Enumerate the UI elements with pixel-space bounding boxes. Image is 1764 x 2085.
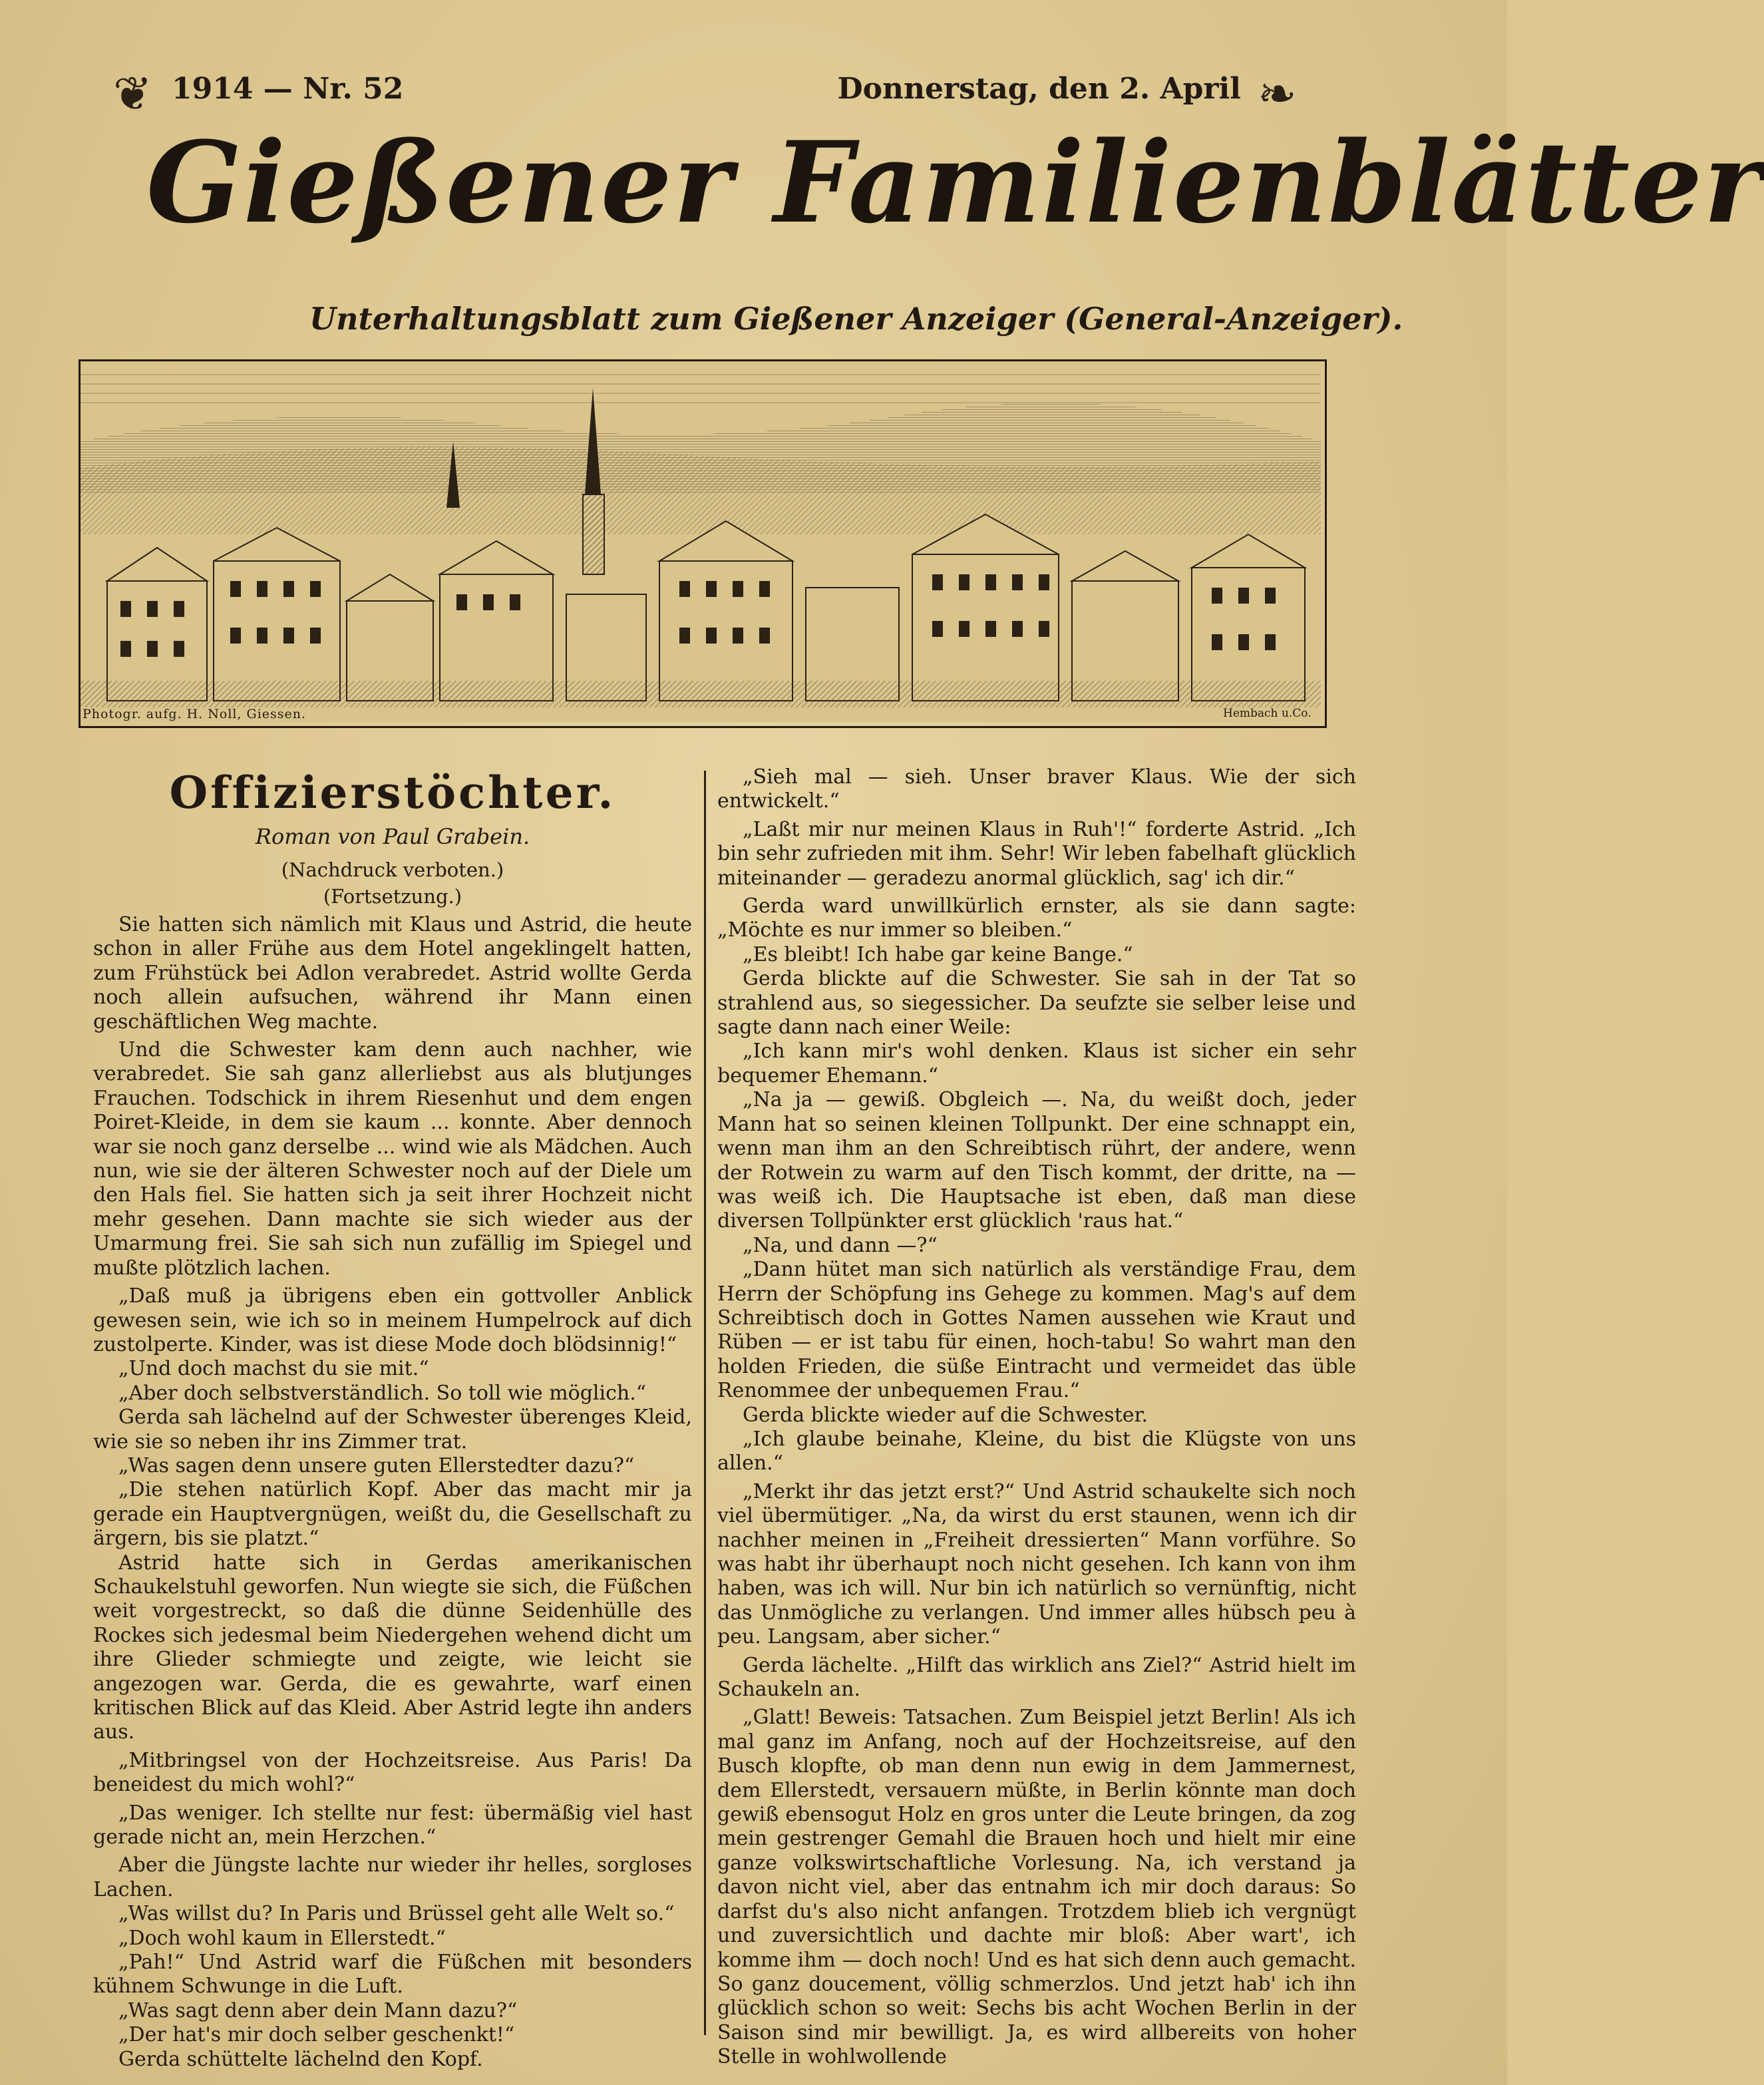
town-engraving-illustration — [79, 359, 1327, 728]
paragraph: „Der hat's mir doch selber geschenkt!“ — [118, 2023, 515, 2047]
paragraph: Sie hatten sich nämlich mit Klaus und Astrid, die heute schon in aller Frühe aus dem Hotel angeklingelt hatten, zum Frühstück bei Adlon verabredet. Astrid wollte Gerda noch allein aufsuchen, während ihr Mann einen geschäftlichen Weg machte. — [93, 913, 692, 1034]
flourish-ornament-left: ❦ — [113, 67, 152, 121]
column-divider — [704, 771, 706, 2035]
paragraph: „Laßt mir nur meinen Klaus in Ruh'!“ forderte Astrid. „Ich bin sehr zufrieden mit ihm. Sehr! Wir leben fabelhaft glücklich miteinander — geradezu anormal glücklich, sag' ich dir.“ — [717, 817, 1356, 890]
paragraph: Und die Schwester kam denn auch nachher, wie verabredet. Sie sah ganz allerliebst aus als blutjunges Frauchen. Todschick in ihrem Riesenhut und dem engen Poiret-Kleide, in dem sie kaum ... konnte. Aber dennoch war sie noch ganz derselbe ... wind wie als Mädchen. Auch nun, wie sie der älteren Schwester noch auf der Diele um den Hals fiel. Sie hatten sich ja seit ihrer Hochzeit nicht mehr gesehen. Dann machte sie sich wieder aus der Umarmung frei. Sie sah sich nun zufällig im Spiegel und mußte plötzlich lachen. — [93, 1038, 692, 1280]
paragraph: „Na ja — gewiß. Obgleich —. Na, du weißt doch, jeder Mann hat so seinen kleinen Tollpunkt. Der eine schnappt ein, wenn man ihm an den Schreibtisch rührt, der andere, wenn der Rotwein zu warm auf den Tisch kommt, der dritte, na — was weiß ich. Die Hauptsache ist eben, daß man diese diversen Tollpünkter erst glücklich 'raus hat.“ — [717, 1088, 1356, 1233]
paragraph: „Ich kann mir's wohl denken. Klaus ist sicher ein sehr bequemer Ehemann.“ — [717, 1040, 1356, 1087]
paragraph: Gerda ward unwillkürlich ernster, als sie dann sagte: „Möchte es nur immer so bleiben.“ — [717, 894, 1356, 942]
paragraph: Gerda lächelte. „Hilft das wirklich ans Ziel?“ Astrid hielt im Schaukeln an. — [717, 1653, 1356, 1702]
paragraph: „Daß muß ja übrigens eben ein gottvoller Anblick gewesen sein, wie ich so in meinem Humpelrock auf dich zustolperte. Kinder, was ist diese Mode doch blödsinnig!“ — [93, 1284, 692, 1356]
paragraph: „Ich glaube beinahe, Kleine, du bist die Klügste von uns allen.“ — [717, 1427, 1356, 1475]
paragraph: „Was sagt denn aber dein Mann dazu?“ — [118, 1998, 518, 2022]
paragraph: „Die stehen natürlich Kopf. Aber das macht mir ja gerade ein Hauptvergnügen, weißt du, die Gesellschaft zu ärgern, bis sie platzt.“ — [93, 1478, 692, 1551]
paragraph: „Na, und dann —?“ — [743, 1233, 938, 1257]
paragraph: „Dann hütet man sich natürlich als verständige Frau, dem Herrn der Schöpfung ins Gehege zu kommen. Mag's auf dem Schreibtisch doch in Gottes Namen aussehen wie Kraut und Rüben — er ist tabu für einen, hoch-tabu! So wahrt man den holden Frieden, die süße Eintracht und vermeidet das üble Renommee der unbequemen Frau.“ — [717, 1258, 1356, 1403]
paragraph: „Es bleibt! Ich habe gar keine Bange.“ — [743, 942, 1133, 966]
paragraph: Gerda blickte auf die Schwester. Sie sah in der Tat so strahlend aus, so siegessicher. Da seufzte sie selber leise und sagte dann nach einer Weile: — [717, 967, 1356, 1040]
paragraph: „Doch wohl kaum in Ellerstedt.“ — [118, 1926, 446, 1950]
issue-date: Donnerstag, den 2. April — [837, 72, 1241, 106]
reprint-notice: (Nachdruck verboten.) — [281, 858, 504, 881]
newspaper-subtitle: Unterhaltungsblatt zum Gießener Anzeiger (General-Anzeiger). — [309, 301, 1403, 337]
issue-number: 1914 — Nr. 52 — [172, 72, 404, 106]
flourish-ornament-right: ❧ — [1258, 67, 1297, 121]
photo-credit: Photogr. aufg. H. Noll, Giessen. — [83, 707, 307, 721]
paragraph: „Pah!“ Und Astrid warf die Füßchen mit besonders kühnem Schwunge in die Luft. — [93, 1951, 692, 1998]
paragraph: „Aber doch selbstverständlich. So toll wie möglich.“ — [118, 1381, 647, 1405]
article-column-right — [717, 765, 1356, 2069]
paragraph: „Glatt! Beweis: Tatsachen. Zum Beispiel jetzt Berlin! Als ich mal ganz im Anfang, noch auf der Hochzeitsreise, auf den Busch klopfte, ob man denn nun ewig in dem Jammernest, dem Ellerstedt, versauern müßte, in Berlin könnte man doch gewiß ebensogut Holz en gros unter die Leute bringen, da zog mein gestrenger Gemahl die Brauen hoch und hielt mir eine ganze volkswirtschaftliche Vorlesung. Na, ich verstand ja davon nicht viel, aber das entnahm ich mir doch daraus: So darfst du's also nicht anfangen. Trotzdem blieb ich vergnügt und zuversichtlich und dachte mir bloß: Aber wart', ich komme ihm — doch noch! Und es hat sich denn auch gemacht. So ganz doucement, völlig schmerzlos. Und jetzt hab' ich ihn glücklich schon so weit: Sechs bis acht Wochen Berlin in der Saison sind mir bewilligt. Ja, es wird allbereits von hoher Stelle in wohlwollende — [717, 1706, 1356, 2069]
paragraph: „Was sagen denn unsere guten Ellerstedter dazu?“ — [118, 1453, 635, 1477]
paragraph: Gerda blickte wieder auf die Schwester. — [743, 1403, 1148, 1427]
paragraph: „Merkt ihr das jetzt erst?“ Und Astrid schaukelte sich noch viel übermütiger. „Na, da wirst du erst staunen, wenn ich dir nachher meinen in „Freiheit dressierten“ Mann vorführe. So was habt ihr überhaupt noch nicht gesehen. Ich kann von ihm haben, was ich will. Nur bin ich natürlich so vernünftig, nicht das Unmögliche zu verlangen. Und immer alles hübsch peu à peu. Langsam, aber sicher.“ — [717, 1479, 1356, 1649]
paragraph: Gerda schüttelte lächelnd den Kopf. — [118, 2047, 483, 2071]
article-column-left — [93, 767, 692, 2071]
paragraph: Aber die Jüngste lachte nur wieder ihr helles, sorgloses Lachen. — [93, 1853, 692, 1901]
engraver-credit: Hembach u.Co. — [1223, 707, 1312, 720]
paragraph: „Und doch machst du sie mit.“ — [118, 1357, 429, 1381]
paragraph: Gerda sah lächelnd auf der Schwester überenges Kleid, wie sie so neben ihr ins Zimmer trat. — [93, 1406, 692, 1453]
article-headline: Offizierstöchter. — [169, 767, 616, 819]
paragraph: „Was willst du? In Paris und Brüssel geht alle Welt so.“ — [118, 1902, 675, 1926]
article-byline: Roman von Paul Grabein. — [255, 824, 530, 849]
paragraph: „Sieh mal — sieh. Unser braver Klaus. Wie der sich entwickelt.“ — [717, 765, 1356, 813]
newspaper-title: Gießener Familienblätter — [146, 116, 1764, 248]
paragraph: „Mitbringsel von der Hochzeitsreise. Aus Paris! Da beneidest du mich wohl?“ — [93, 1748, 692, 1797]
continuation-notice: (Fortsetzung.) — [323, 885, 462, 908]
paragraph: Astrid hatte sich in Gerdas amerikanischen Schaukelstuhl geworfen. Nun wiegte sie sich, die Füßchen weit vorgestreckt, so daß die dünne Seidenhülle des Rockes sich jedesmal beim Niedergehen wehend dicht um ihre Glieder schmiegte und zeigte, wie leicht sie angezogen war. Gerda, die es gewahrte, warf einen kritischen Blick auf das Kleid. Aber Astrid legte ihn anders aus. — [93, 1551, 692, 1744]
paragraph: „Das weniger. Ich stellte nur fest: übermäßig viel hast gerade nicht an, mein Herzchen.“ — [93, 1801, 692, 1849]
